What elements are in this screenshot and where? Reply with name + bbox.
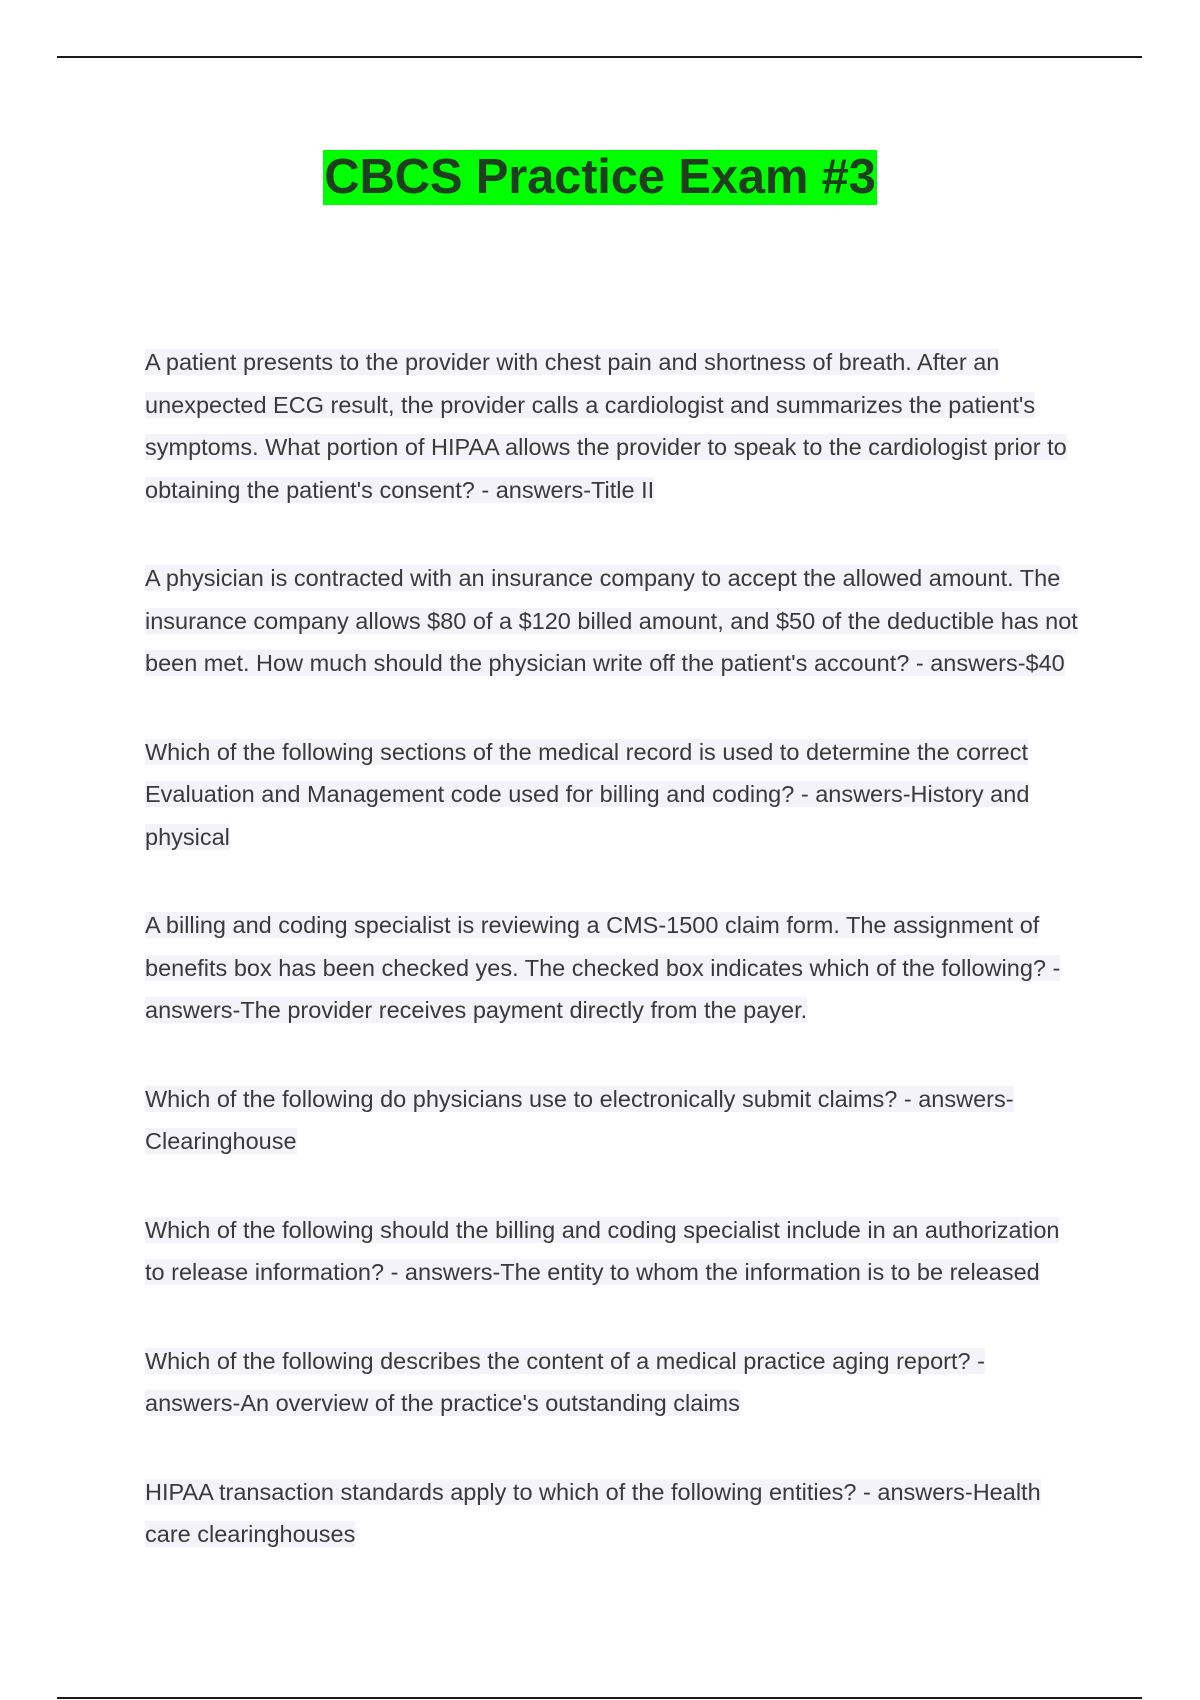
qa-item-4 (145, 904, 1080, 1032)
qa-text: Which of the following do physicians use to electronically submit claims? - answers-Clearinghouse (145, 1085, 1014, 1154)
qa-text: A patient presents to the provider with chest pain and shortness of breath. After an unexpected ECG result, the provider calls a cardiologist and summarizes the patient's symptoms. What portion of HIPAA allows the provider to speak to the cardiologist prior to obtaining the patient's consent? - answers-Title II (145, 349, 1067, 503)
qa-text: A physician is contracted with an insurance company to accept the allowed amount. The insurance company allows $80 of a $120 billed amount, and $50 of the deductible has not been met. How much should the physician write off the patient's account? - answers-$40 (145, 565, 1078, 676)
qa-text: Which of the following sections of the medical record is used to determine the correct Evaluation and Management code used for billing and coding? - answers-History and physical (145, 738, 1030, 850)
title-container (0, 150, 1200, 205)
qa-item-5 (145, 1078, 1080, 1163)
qa-item-7 (145, 1340, 1080, 1425)
question-answer-list (145, 341, 1080, 1602)
qa-text: Which of the following should the billing and coding specialist include in an authorization to release information? - answers-The entity to whom the information is to be released (145, 1216, 1060, 1285)
qa-text: Which of the following describes the content of a medical practice aging report? - answers-An overview of the practice's outstanding claims (145, 1347, 985, 1416)
qa-item-2 (145, 557, 1080, 685)
qa-item-8 (145, 1471, 1080, 1556)
qa-text: HIPAA transaction standards apply to which of the following entities? - answers-Health care clearinghouses (145, 1478, 1041, 1547)
top-divider (57, 56, 1142, 58)
qa-text: A billing and coding specialist is reviewing a CMS-1500 claim form. The assignment of benefits box has been checked yes. The checked box indicates which of the following? - answers-The provider receives payment directly from the payer. (145, 912, 1061, 1023)
bottom-divider (57, 1697, 1142, 1699)
qa-item-6 (145, 1209, 1080, 1294)
page-title: CBCS Practice Exam #3 (324, 150, 876, 204)
qa-item-1 (145, 341, 1080, 511)
qa-item-3 (145, 731, 1080, 859)
